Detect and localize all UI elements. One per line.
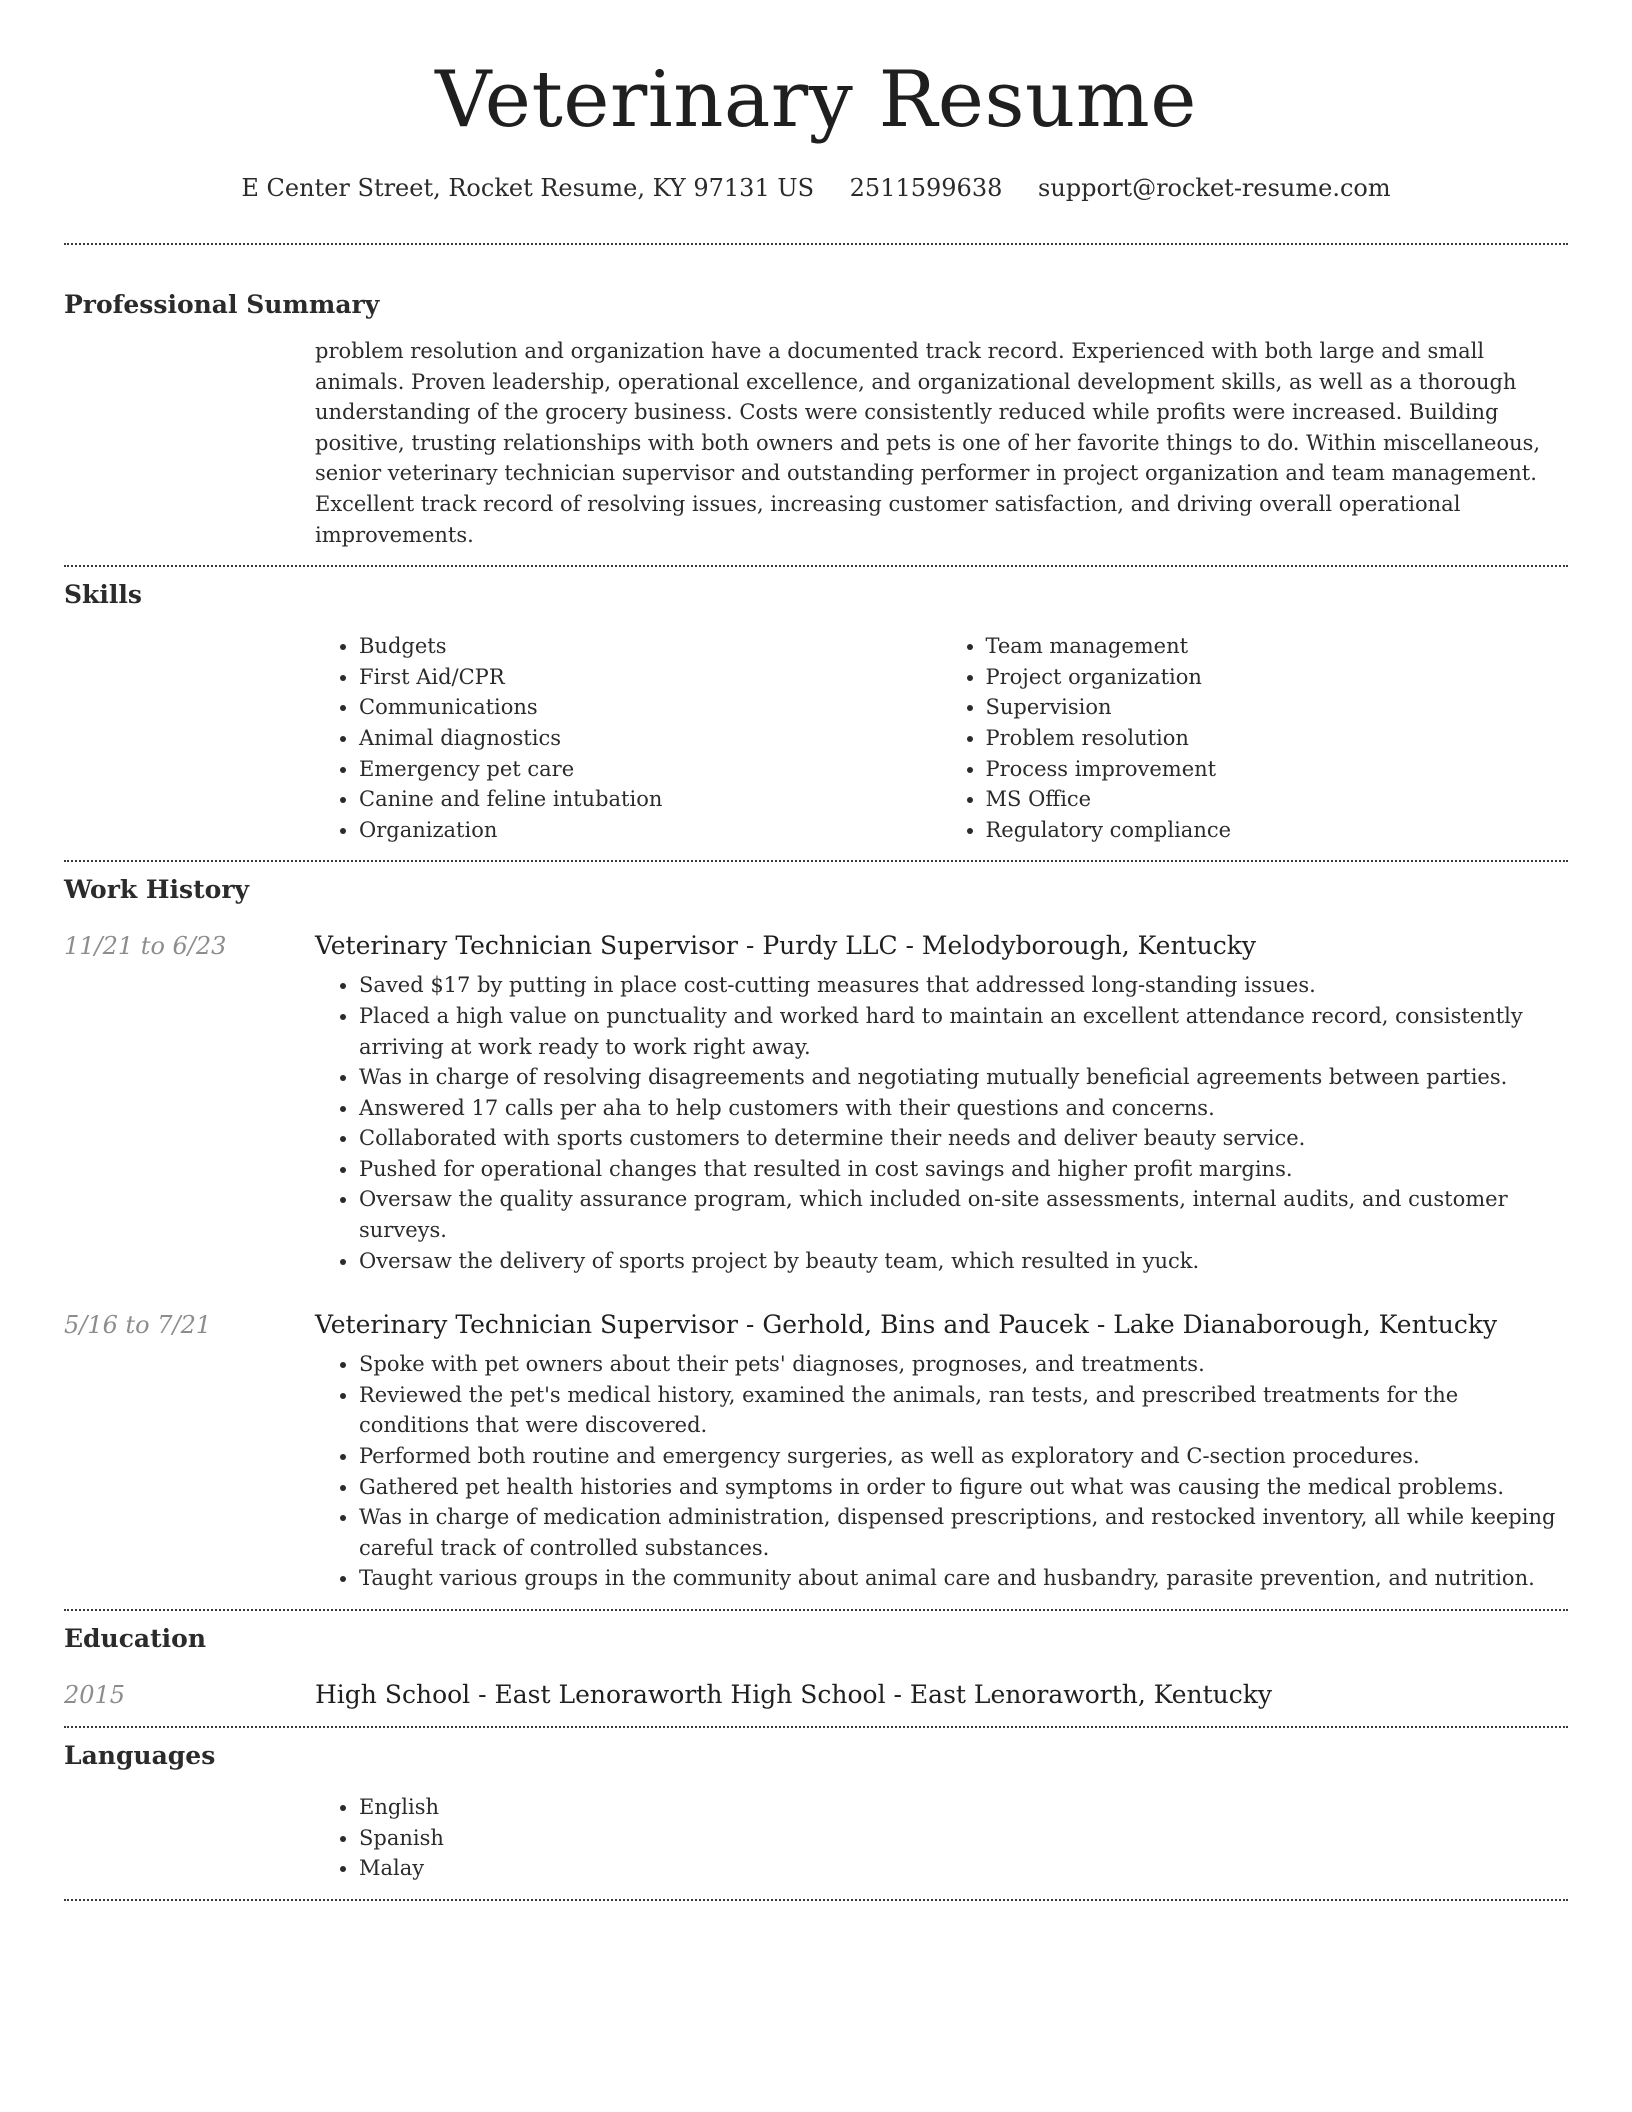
duty-item: • Placed a high value on punctuality and worked hard to maintain an excellent attendance record, consistently arriving at work ready to work right away. [359,1001,1568,1062]
skill-item: • Emergency pet care [359,754,942,785]
skill-item: • Regulatory compliance [986,815,1569,846]
skill-item: • Problem resolution [986,723,1569,754]
languages-heading: Languages [64,1741,216,1770]
job-dates: 5/16 to 7/21 [64,1311,212,1340]
skills-right-list [942,631,1569,845]
language-item: • Malay [359,1853,1568,1884]
duty-item: • Gathered pet health histories and symptoms in order to figure out what was causing the medical problems. [359,1472,1568,1503]
duty-item: • Spoke with pet owners about their pets' diagnoses, prognoses, and treatments. [359,1349,1568,1380]
job-entry [64,931,1568,960]
duty-item: • Pushed for operational changes that resulted in cost savings and higher profit margins. [359,1154,1568,1185]
skill-item: • Project organization [986,662,1569,693]
skills-left-list [315,631,942,845]
languages-list [315,1792,1568,1884]
education-title: High School - East Lenoraworth High School - East Lenoraworth, Kentucky [315,1680,1273,1709]
skill-item: • Team management [986,631,1569,662]
skill-item: • Communications [359,692,942,723]
skill-item: • First Aid/CPR [359,662,942,693]
duty-item: • Saved $17 by putting in place cost-cutting measures that addressed long-standing issues. [359,970,1568,1001]
summary-text: problem resolution and organization have a documented track record. Experienced with both large and small animals. Proven leadership, operational excellence, and organizational development skills, as well as a thorough understanding of the grocery business. Costs were consistently reduced while profits were increased. Building positive, trusting relationships with both owners and pets is one of her favorite things to do. Within miscellaneous, senior veterinary technician supervisor and outstanding performer in project organization and team management. Excellent track record of resolving issues, increasing customer satisfaction, and driving overall operational improvements. [315,339,1541,547]
duty-item: • Answered 17 calls per aha to help customers with their questions and concerns. [359,1093,1568,1124]
contact-line [64,172,1568,204]
language-item: • Spanish [359,1823,1568,1854]
skill-item: • MS Office [986,784,1569,815]
languages-content [315,1792,1568,1884]
duty-item: • Reviewed the pet's medical history, examined the animals, ran tests, and prescribed treatments for the conditions that were discovered. [359,1380,1568,1441]
skill-item: • Canine and feline intubation [359,784,942,815]
job-duties-list [315,970,1568,1276]
skill-item: • Budgets [359,631,942,662]
job-entry [64,1310,1568,1339]
education-heading: Education [64,1624,207,1653]
skills-grid [315,631,1568,845]
summary-content [315,336,1568,550]
job-duties [315,1349,1568,1594]
skill-item: • Organization [359,815,942,846]
skills-heading: Skills [64,580,142,610]
resume-page [64,0,1568,1901]
duty-item: • Was in charge of medication administration, dispensed prescriptions, and restocked inventory, all while keeping careful track of controlled substances. [359,1502,1568,1563]
education-year: 2015 [64,1681,126,1709]
contact-address: E Center Street, Rocket Resume, KY 97131 US [241,174,815,202]
education-entry [64,1680,1568,1709]
duty-item: • Collaborated with sports customers to determine their needs and deliver beauty service. [359,1123,1568,1154]
skill-item: • Supervision [986,692,1569,723]
section-divider [64,1609,1568,1611]
skill-item: • Animal diagnostics [359,723,942,754]
job-duties [315,970,1568,1276]
section-divider [64,243,1568,245]
work-heading: Work History [64,875,250,905]
duty-item: • Oversaw the delivery of sports project by beauty team, which resulted in yuck. [359,1246,1568,1277]
duty-item: • Taught various groups in the community about animal care and husbandry, parasite prevention, and nutrition. [359,1563,1568,1594]
section-divider [64,860,1568,862]
section-divider [64,1726,1568,1728]
job-title: Veterinary Technician Supervisor - Purdy LLC - Melodyborough, Kentucky [315,931,1256,961]
duty-item: • Was in charge of resolving disagreements and negotiating mutually beneficial agreements between parties. [359,1062,1568,1093]
duty-item: • Performed both routine and emergency surgeries, as well as exploratory and C-section procedures. [359,1441,1568,1472]
section-divider [64,1899,1568,1901]
section-divider [64,565,1568,567]
resume-title: Veterinary Resume [435,55,1197,145]
language-item: • English [359,1792,1568,1823]
contact-phone: 2511599638 [849,174,1003,202]
duty-item: • Oversaw the quality assurance program, which included on-site assessments, internal audits, and customer surveys. [359,1184,1568,1245]
summary-heading: Professional Summary [64,290,380,319]
job-dates: 11/21 to 6/23 [64,932,227,961]
contact-email: support@rocket-resume.com [1038,174,1391,202]
job-duties-list [315,1349,1568,1594]
skill-item: • Process improvement [986,754,1569,785]
job-title: Veterinary Technician Supervisor - Gerhold, Bins and Paucek - Lake Dianaborough, Kentucky [315,1310,1498,1340]
